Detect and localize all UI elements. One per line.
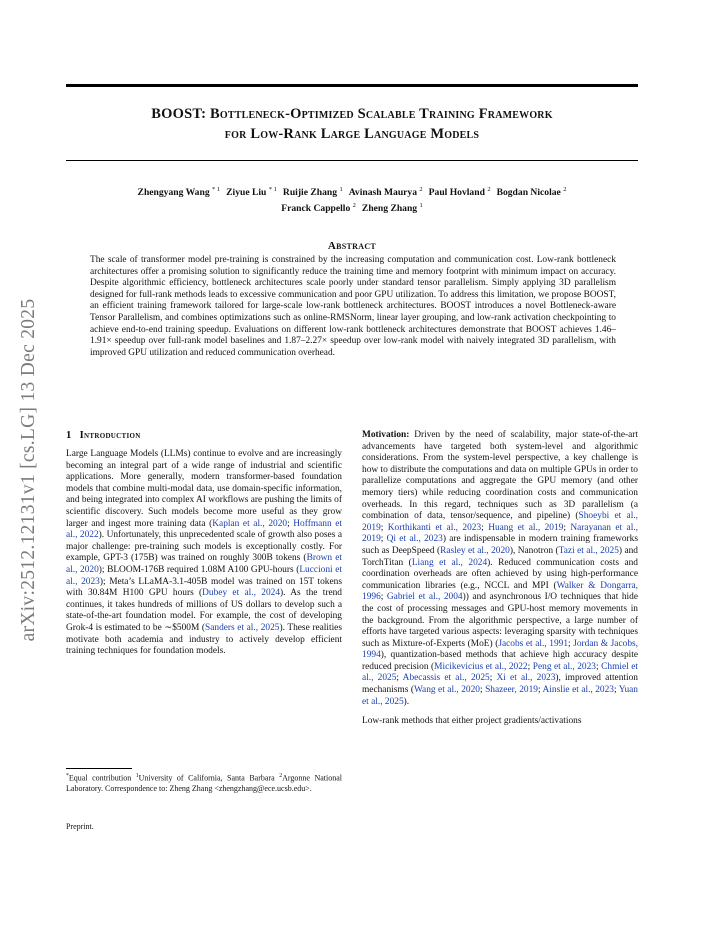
citation-link[interactable]: Korthikanti et al., 2023 <box>387 522 482 533</box>
footnote-mark: 2 <box>279 773 283 779</box>
body-text: ; <box>380 592 387 603</box>
citation-link[interactable]: Chmiel et al., 2025 <box>362 661 639 684</box>
citation-link[interactable]: Kaplan et al., 2020 <box>212 518 288 529</box>
title-segment: for <box>224 126 247 142</box>
body-text: ; <box>489 673 497 684</box>
citation-link[interactable]: Shoeybi et al., 2019 <box>362 511 639 533</box>
affiliation-mark: 1 <box>419 202 423 210</box>
body-text: ), quantization-based methods that achieve high accuracy despite reduced precision ( <box>362 650 638 672</box>
title-segment: arge <box>330 126 361 142</box>
citation-link[interactable]: Shazeer, 2019 <box>485 685 538 696</box>
title-segment: anguage <box>374 126 427 142</box>
affiliation-footnote <box>66 771 342 794</box>
preprint-label: Preprint. <box>66 822 94 831</box>
section-title: Introduction <box>79 430 141 441</box>
title-segment: -O <box>285 106 302 122</box>
body-text: Large Language Models (LLMs) continue to evolve and are increasingly becoming an integral part of a wide range of industrial and scientific applications. More generally, modern transformer-based foundation models that combine multi-modal data, use domain-specific information, and being integrated into complex AI workflows are pushing the limits of scientific discovery. Such models become more useful as they grow larger and ingest more training data ( <box>66 449 342 529</box>
low-rank-paragraph: Low-rank methods that either project gradients/activations <box>362 716 582 727</box>
title-segment: T <box>415 106 430 122</box>
affiliation-mark: 2 <box>352 202 356 210</box>
body-text: ; <box>596 661 602 672</box>
body-text: ), improved attention mechanisms ( <box>362 673 638 696</box>
author-name: Zhengyang Wang $^{* 1}$ <box>137 186 221 199</box>
body-text: ); BLOOM-176B required 1.08M A100 GPU-hours ( <box>98 564 300 575</box>
title-segment: ottleneck <box>219 106 286 122</box>
citation-link[interactable]: Hoffmann et al., 2022 <box>66 518 342 541</box>
body-text: ; <box>380 522 388 533</box>
body-text: ). Reduced communication costs and coordination overheads are often achieved by using high-performance communication libraries (e.g., NCCL and MPI ( <box>362 557 638 591</box>
author-name: Bogdan Nicolae $^2$ <box>496 186 567 199</box>
body-text: ) and TorchTitan ( <box>362 545 638 568</box>
run-in-heading: Motivation: <box>362 430 410 440</box>
author-name: Franck Cappello $^2$ <box>281 202 356 215</box>
body-text: )) and asynchronous I/O techniques that hide the cost of processing messages and GPU-host memory movements in the background. From the algorithmic perspective, a large number of efforts have targeted various aspects: leveraging sparsity with techniques such as Mixture-of-Experts (MoE) ( <box>362 592 638 649</box>
abstract-text: The scale of transformer model pre-training is constrained by the increasing computation and communication cost. Low-rank bottleneck architectures offer a promising solution to significantly reduce the training time and memory footprint with minimum impact on accuracy. Despite algorithmic efficiency, bottleneck architectures scale poorly under standard tensor parallelism. Simply applying 3D parallelism designed for full-rank methods leads to excessive communication and poor GPU utilization. To address this limitation, we propose BOOST, an efficient training framework tailored for large-scale low-rank bottleneck architectures. BOOST introduces a novel Bottleneck-aware Tensor Parallelism, and combines optimizations such as online-RMSNorm, linear layer grouping, and low-rank activation checkpointing to achieve end-to-end training speedup. Evaluations on different low-rank bottleneck architectures demonstrate that BOOST achieves 1.46–1.91× speedup over full-rank model baselines and 1.87–2.27× speedup over low-rank model with naively integrated 3D parallelism, with improved GPU utilization and reduced communication overhead. <box>90 255 616 358</box>
affiliation-mark: 2 <box>563 186 567 193</box>
citation-link[interactable]: Walker & Dongarra, 1996 <box>362 580 638 603</box>
abstract-heading: Abstract <box>327 240 377 252</box>
title-segment: F <box>474 106 488 122</box>
citation-link[interactable]: Sanders et al., 2025 <box>205 622 280 633</box>
citation-link[interactable]: Tazi et al., 2025 <box>558 545 619 556</box>
body-text: ); Meta’s LLaMA-3.1-405B model was trained on 15T tokens with 30.84M H100 GPU hours ( <box>66 576 342 599</box>
body-text: Argonne National Laboratory. Correspondence to: Zheng Zhang <zhengzhang@ece.ucsb.edu>. <box>66 773 343 793</box>
paper-title <box>66 104 638 144</box>
affiliation-mark: * 1 <box>212 186 221 193</box>
citation-link[interactable]: Rasley et al., 2020 <box>440 545 510 556</box>
body-text: ; <box>380 534 387 545</box>
affiliation-mark: * 1 <box>268 186 277 193</box>
title-segment: L <box>316 126 331 142</box>
body-text: ). <box>403 696 410 707</box>
body-text: Driven by the need of scalability, major state-of-the-art advancements have targeted both system-level and algorithmic considerations. From the system-level perspective, a key challenge is how to distribute the computations and data on multiple GPUs in order to parallelize computations and aggregate the GPU memory (and other memory tiers) while reducing coordination costs and communication overheads. In this regard, techniques such as 3D parallelism (a combination of data, tensor/sequence, and pipeline) ( <box>362 430 638 522</box>
footnote-rule <box>66 768 132 769</box>
body-text: ; <box>481 522 489 533</box>
citation-link[interactable]: Jacobs et al., 1991 <box>498 638 569 649</box>
citation-link[interactable]: Brown et al., 2020 <box>66 553 342 575</box>
body-text: ; <box>614 685 619 696</box>
title-segment: -R <box>278 126 295 142</box>
body-text: ). Unfortunately, this unprecedented scale of growth also poses a major challenge: pre-training such models is exceptionally costly. For example, GPT-3 (175B) was trained on roughly 300B tokens ( <box>66 530 342 564</box>
title-segment: L <box>360 126 375 142</box>
body-text: ; <box>479 685 486 696</box>
citation-link[interactable]: Micikevicius et al., 2022 <box>434 661 528 672</box>
title-segment: ank <box>294 126 317 142</box>
author-line-1 <box>66 183 638 199</box>
author-list <box>66 183 638 215</box>
title-segment: M <box>426 126 445 142</box>
motivation-paragraph <box>362 430 638 708</box>
body-text: Equal contribution <box>68 773 136 783</box>
author-name: Zheng Zhang $^1$ <box>361 202 423 215</box>
title-segment: raining <box>429 106 475 122</box>
citation-link[interactable]: Huang et al., 2019 <box>488 522 564 533</box>
title-line-2 <box>66 124 638 144</box>
citation-link[interactable]: Qi et al., 2023 <box>386 534 443 545</box>
title-segment: S <box>353 106 366 122</box>
footnote-mark: * <box>66 773 69 779</box>
title-segment: L <box>246 126 261 142</box>
body-text: ). These realities motivate both academia and industry to actively develop efficient training techniques for foundation models. <box>66 622 342 657</box>
body-text: University of California, Santa Barbara <box>138 773 280 783</box>
citation-link[interactable]: Xi et al., 2023 <box>496 673 556 684</box>
affiliation-mark: 1 <box>339 186 343 193</box>
left-column-body <box>66 449 342 658</box>
citation-link[interactable]: Gabriel et al., 2004 <box>386 592 463 603</box>
footnote-mark: 1 <box>135 773 139 779</box>
body-text: ). As the trend continues, it takes hundreds of millions of US dollars to develop such a state-of-the-art foundation model. For example, the cost of developing Grok-4 is estimated to be ∼$500M ( <box>66 588 342 633</box>
citation-link[interactable]: Liang et al., 2024 <box>411 557 488 568</box>
section-number: 1 <box>66 430 72 441</box>
citation-link[interactable]: Narayanan et al., 2019 <box>362 522 638 545</box>
author-name: Ziyue Liu $^{* 1}$ <box>226 186 277 199</box>
author-name: Ruijie Zhang $^1$ <box>282 186 343 199</box>
title-segment: ramework <box>487 106 553 122</box>
affiliation-mark: 2 <box>419 186 423 193</box>
arxiv-side-identifier <box>14 260 44 680</box>
title-segment: odels <box>444 126 480 142</box>
author-name: Paul Hovland $^2$ <box>428 186 491 199</box>
intro-paragraph <box>66 449 342 658</box>
body-text: ; <box>568 638 574 649</box>
citation-link[interactable]: Abecassis et al., 2025 <box>402 673 490 684</box>
body-text: ), Nanotron ( <box>509 545 559 556</box>
author-line-2 <box>66 199 638 215</box>
citation-link[interactable]: Ainslie et al., 2023 <box>542 685 614 696</box>
body-text: ; <box>537 685 543 696</box>
citation-link[interactable]: Dubey et al., 2024 <box>202 588 281 599</box>
title-segment: BOOST: B <box>151 106 220 122</box>
body-text: ; <box>527 661 533 672</box>
citation-link[interactable]: Jordan & Jacobs, 1994 <box>362 638 638 661</box>
body-text: ; <box>563 522 571 533</box>
citation-link[interactable]: Yuan et al., 2025 <box>362 685 638 707</box>
arxiv-identifier-text: arXiv:2512.12131v1 [cs.LG] 13 Dec 2025 <box>18 298 39 642</box>
citation-link[interactable]: Luccioni et al., 2023 <box>66 564 342 587</box>
title-segment: calable <box>365 106 416 122</box>
citation-link[interactable]: Wang et al., 2020 <box>413 685 480 696</box>
top-rule <box>66 84 638 87</box>
title-segment: ptimized <box>301 106 354 122</box>
title-line-1 <box>66 104 638 124</box>
body-text: ; <box>287 518 294 529</box>
citation-link[interactable]: Peng et al., 2023 <box>532 661 596 672</box>
affiliation-mark: 2 <box>487 186 491 193</box>
body-text: ; <box>396 673 403 684</box>
body-text: ) are indispensable in modern training frameworks such as DeepSpeed ( <box>362 534 638 556</box>
right-column-body <box>362 430 638 728</box>
author-name: Avinash Maurya $^2$ <box>348 186 423 199</box>
title-segment: ow <box>260 126 279 142</box>
section-heading <box>66 430 141 441</box>
title-bottom-rule <box>66 160 638 161</box>
